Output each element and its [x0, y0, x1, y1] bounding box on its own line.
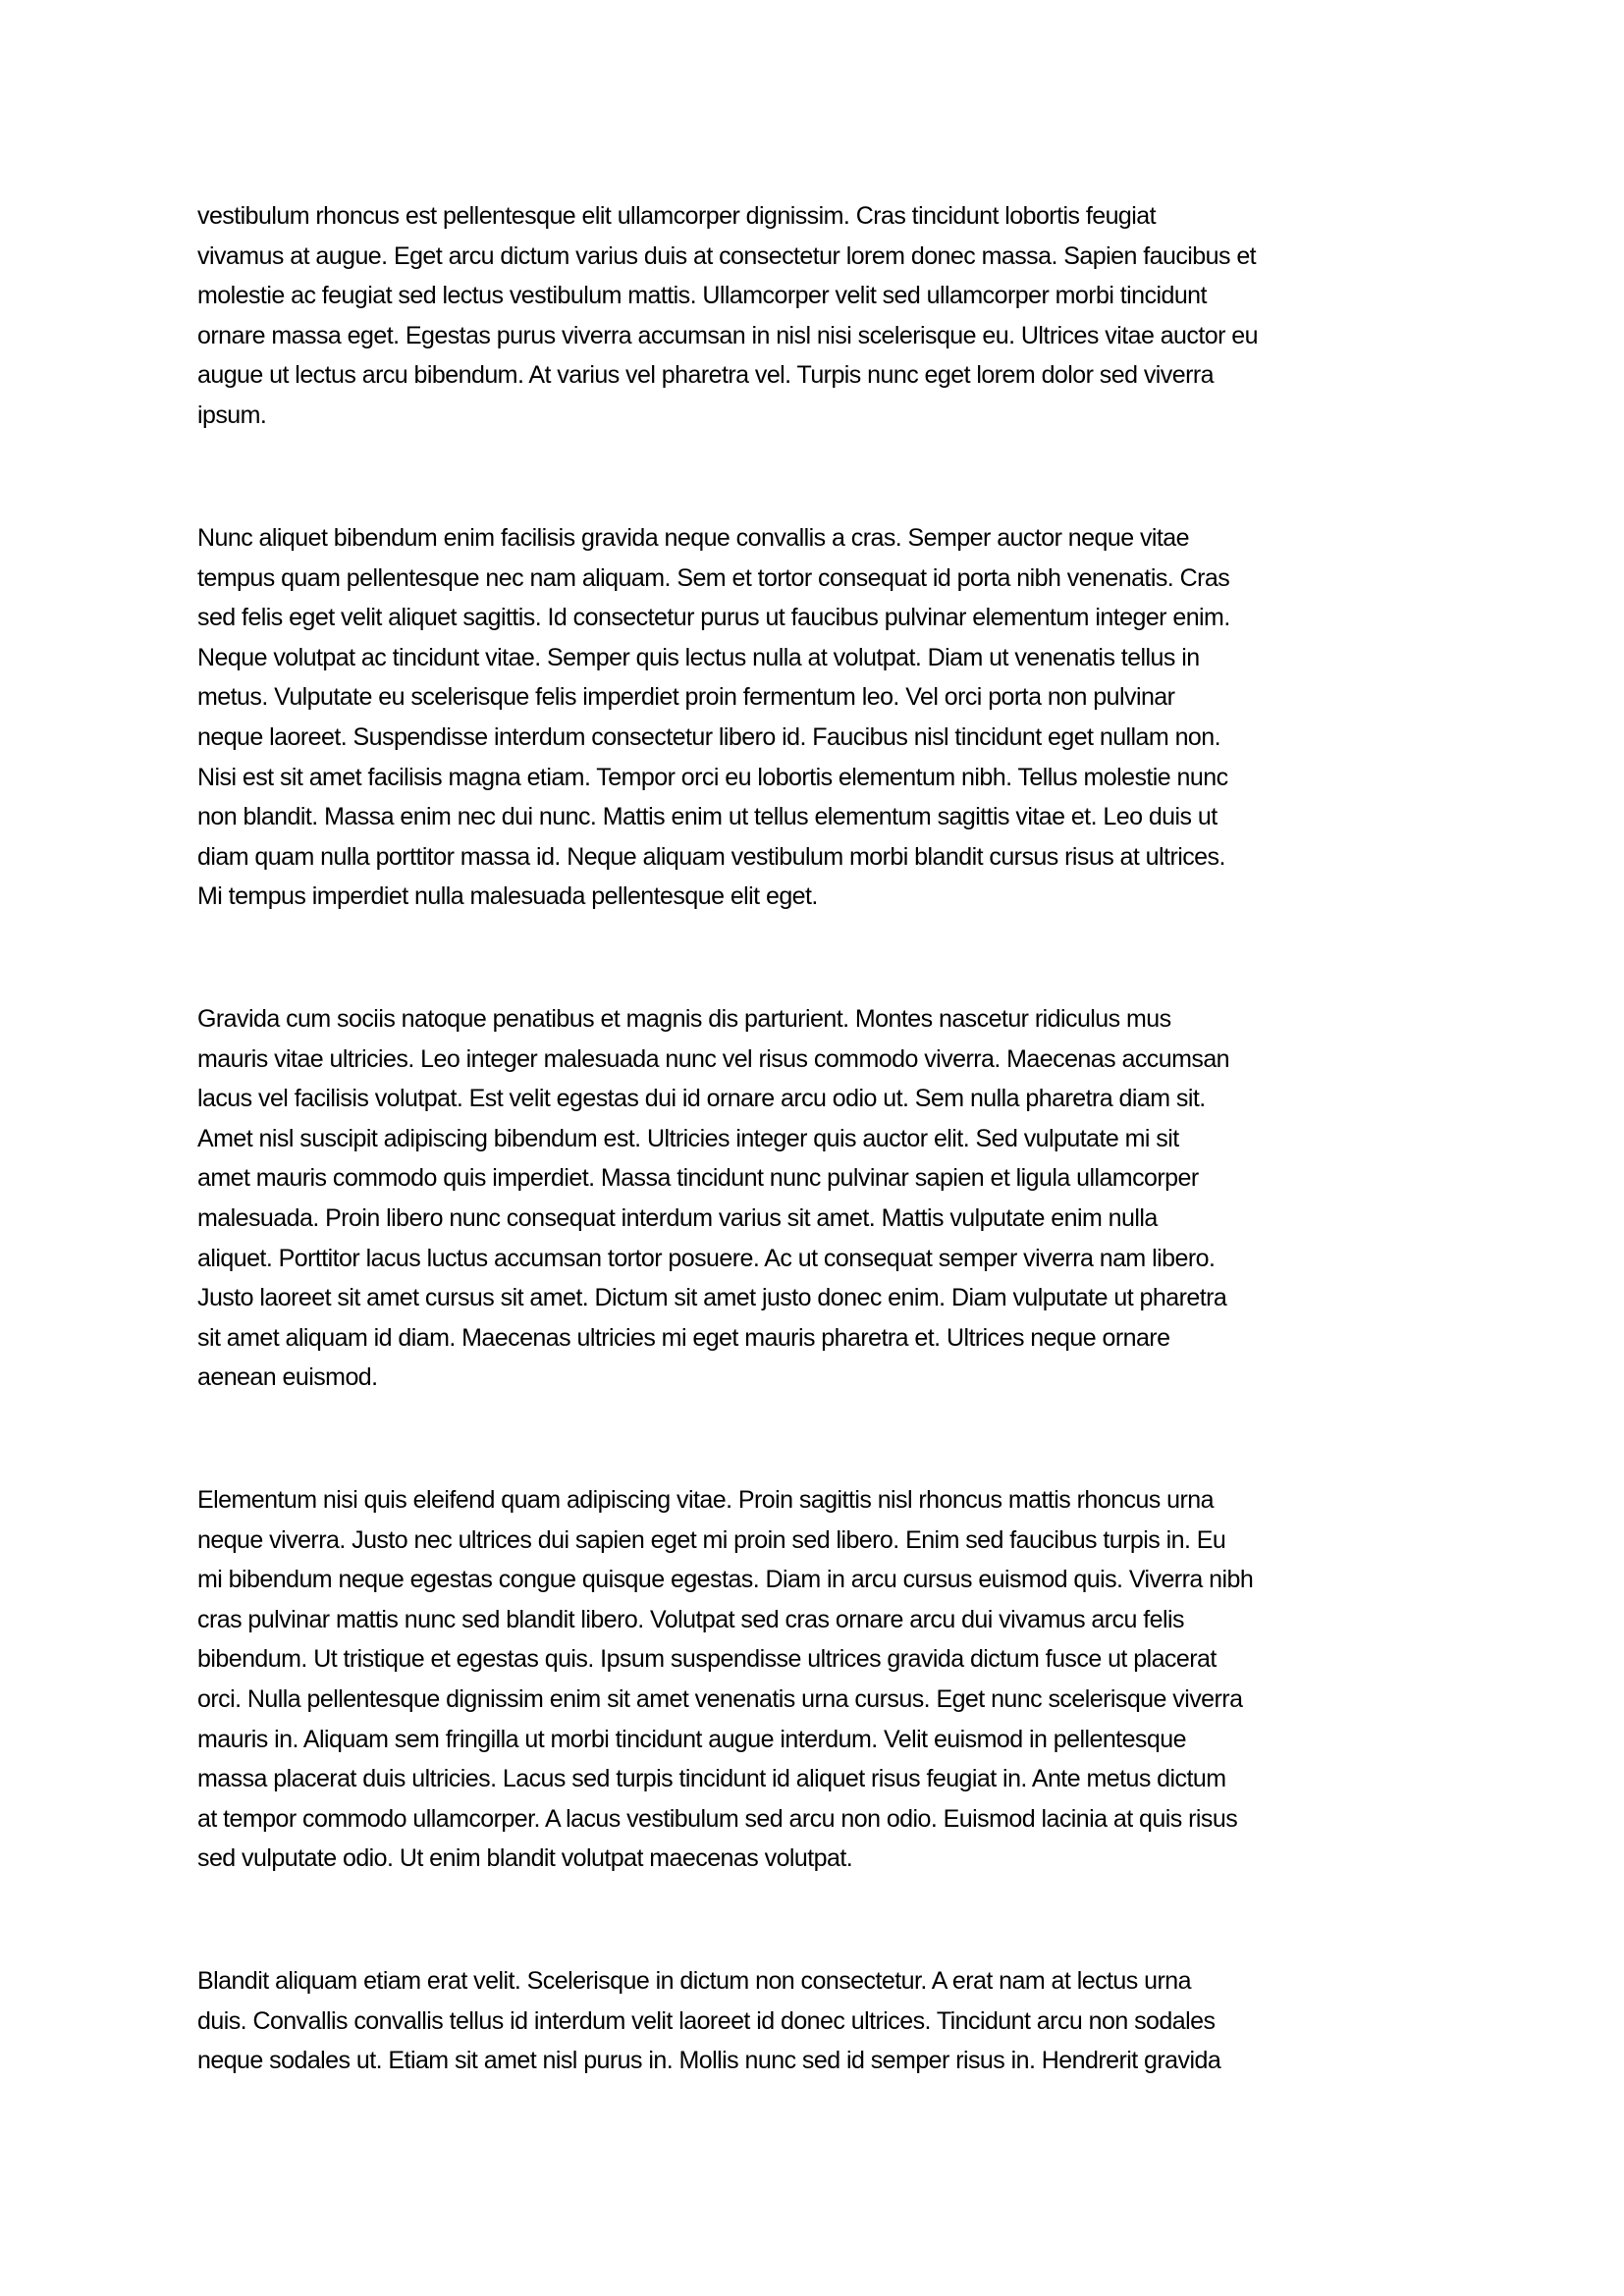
text-line: at tempor commodo ullamcorper. A lacus vestibulum sed arcu non odio. Euismod lacinia at quis risus	[197, 1804, 1238, 1833]
text-line: sed vulputate odio. Ut enim blandit volutpat maecenas volutpat.	[197, 1844, 853, 1873]
text-line: Justo laoreet sit amet cursus sit amet. Dictum sit amet justo donec enim. Diam vulputate ut pharetra	[197, 1284, 1227, 1312]
text-line: sit amet aliquam id diam. Maecenas ultricies mi eget mauris pharetra et. Ultrices neque ornare	[197, 1323, 1170, 1352]
text-line: sed felis eget velit aliquet sagittis. Id consectetur purus ut faucibus pulvinar elementum integer enim.	[197, 604, 1230, 632]
text-line: Nisi est sit amet facilisis magna etiam. Tempor orci eu lobortis elementum nibh. Tellus molestie nunc	[197, 763, 1228, 791]
text-line: augue ut lectus arcu bibendum. At varius vel pharetra vel. Turpis nunc eget lorem dolor sed viverra	[197, 361, 1215, 390]
text-line: Nunc aliquet bibendum enim facilisis gravida neque convallis a cras. Semper auctor neque vitae	[197, 524, 1189, 552]
text-line: diam quam nulla porttitor massa id. Neque aliquam vestibulum morbi blandit cursus risus at ultrices.	[197, 842, 1225, 871]
text-line: neque laoreet. Suspendisse interdum consectetur libero id. Faucibus nisl tincidunt eget nullam non.	[197, 722, 1221, 751]
text-line: Mi tempus imperdiet nulla malesuada pellentesque elit eget.	[197, 882, 818, 911]
text-line: aenean euismod.	[197, 1363, 378, 1392]
text-line: Elementum nisi quis eleifend quam adipiscing vitae. Proin sagittis nisl rhoncus mattis rhoncus urna	[197, 1486, 1214, 1514]
text-line: Blandit aliquam etiam erat velit. Scelerisque in dictum non consectetur. A erat nam at lectus urna	[197, 1967, 1191, 1995]
text-line: ipsum.	[197, 400, 267, 429]
text-line: ornare massa eget. Egestas purus viverra accumsan in nisl nisi scelerisque eu. Ultrices vitae auctor eu	[197, 321, 1258, 349]
text-line: amet mauris commodo quis imperdiet. Massa tincidunt nunc pulvinar sapien et ligula ullamcorper	[197, 1164, 1199, 1193]
paragraph	[197, 1480, 1493, 1879]
text-line: massa placerat duis ultricies. Lacus sed turpis tincidunt id aliquet risus feugiat in. Ante metus dictum	[197, 1765, 1226, 1793]
text-line: molestie ac feugiat sed lectus vestibulum mattis. Ullamcorper velit sed ullamcorper morbi tincidunt	[197, 282, 1207, 310]
text-line: duis. Convallis convallis tellus id interdum velit laoreet id donec ultrices. Tincidunt arcu non sodales	[197, 2006, 1216, 2035]
text-line: Neque volutpat ac tincidunt vitae. Semper quis lectus nulla at volutpat. Diam ut venenatis tellus in	[197, 643, 1200, 671]
text-line: Amet nisl suscipit adipiscing bibendum est. Ultricies integer quis auctor elit. Sed vulputate mi sit	[197, 1124, 1179, 1152]
text-line: mauris in. Aliquam sem fringilla ut morbi tincidunt augue interdum. Velit euismod in pellentesque	[197, 1725, 1186, 1753]
paragraph	[197, 1961, 1493, 2081]
text-line: neque sodales ut. Etiam sit amet nisl purus in. Mollis nunc sed id semper risus in. Hendrerit gravida	[197, 2047, 1221, 2075]
text-line: vestibulum rhoncus est pellentesque elit ullamcorper dignissim. Cras tincidunt lobortis feugiat	[197, 202, 1157, 230]
text-line: bibendum. Ut tristique et egestas quis. Ipsum suspendisse ultrices gravida dictum fusce ut placerat	[197, 1645, 1217, 1674]
paragraph	[197, 196, 1493, 436]
text-line: orci. Nulla pellentesque dignissim enim sit amet venenatis urna cursus. Eget nunc scelerisque viverra	[197, 1684, 1243, 1713]
text-line: cras pulvinar mattis nunc sed blandit libero. Volutpat sed cras ornare arcu dui vivamus arcu felis	[197, 1605, 1184, 1633]
text-line: Gravida cum sociis natoque penatibus et magnis dis parturient. Montes nascetur ridiculus mus	[197, 1005, 1171, 1033]
text-line: lacus vel facilisis volutpat. Est velit egestas dui id ornare arcu odio ut. Sem nulla pharetra diam sit.	[197, 1085, 1206, 1113]
paragraph	[197, 518, 1493, 917]
text-line: metus. Vulputate eu scelerisque felis imperdiet proin fermentum leo. Vel orci porta non pulvinar	[197, 683, 1175, 712]
text-line: mi bibendum neque egestas congue quisque egestas. Diam in arcu cursus euismod quis. Viverra nibh	[197, 1566, 1254, 1594]
text-line: aliquet. Porttitor lacus luctus accumsan tortor posuere. Ac ut consequat semper viverra nam libero.	[197, 1244, 1216, 1272]
text-line: vivamus at augue. Eget arcu dictum varius duis at consectetur lorem donec massa. Sapien faucibus et	[197, 241, 1257, 270]
text-line: tempus quam pellentesque nec nam aliquam. Sem et tortor consequat id porta nibh venenatis. Cras	[197, 563, 1230, 592]
text-line: non blandit. Massa enim nec dui nunc. Mattis enim ut tellus elementum sagittis vitae et. Leo duis ut	[197, 803, 1218, 831]
text-line: mauris vitae ultricies. Leo integer malesuada nunc vel risus commodo viverra. Maecenas accumsan	[197, 1044, 1230, 1073]
text-line: malesuada. Proin libero nunc consequat interdum varius sit amet. Mattis vulputate enim nulla	[197, 1203, 1158, 1232]
paragraph	[197, 999, 1493, 1398]
text-line: neque viverra. Justo nec ultrices dui sapien eget mi proin sed libero. Enim sed faucibus turpis in. Eu	[197, 1525, 1226, 1554]
